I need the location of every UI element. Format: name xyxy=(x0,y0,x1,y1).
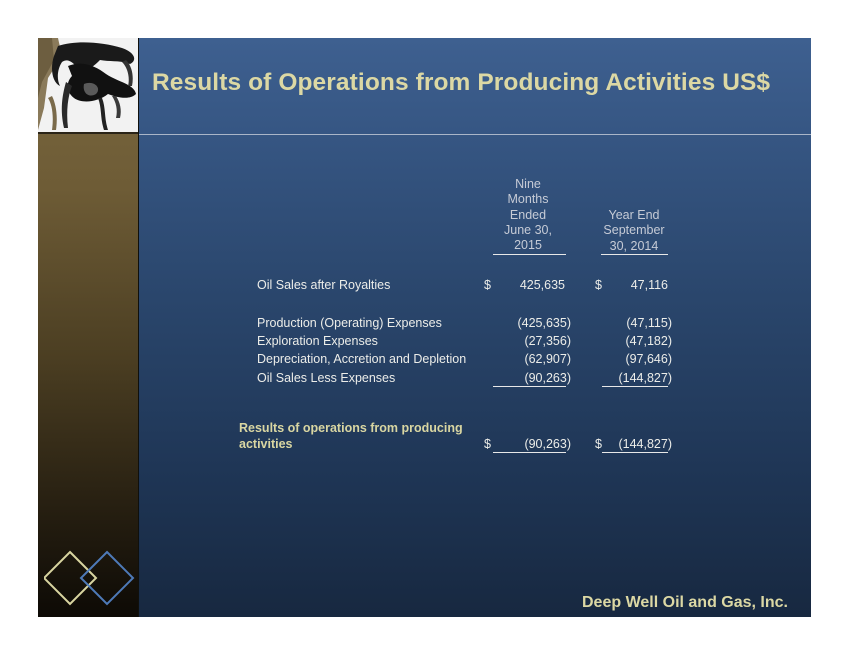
value-oil-sales-2015: 425,635 xyxy=(519,278,565,292)
subtotal-underline xyxy=(493,386,566,387)
header-underline xyxy=(493,254,566,255)
photo-divider xyxy=(38,132,139,134)
header-line: 30, 2014 xyxy=(609,238,659,253)
value-exploration-2015: (27,356) xyxy=(524,334,571,348)
sidebar-divider xyxy=(138,38,139,617)
value-depreciation-2015: (62,907) xyxy=(524,352,571,366)
oil-splash-image xyxy=(38,38,139,134)
header-line: Nine xyxy=(515,177,541,191)
company-name: Deep Well Oil and Gas, Inc. xyxy=(582,594,788,611)
row-label-production: Production (Operating) Expenses xyxy=(257,316,442,330)
row-label-depreciation: Depreciation, Accretion and Depletion xyxy=(257,352,467,366)
slide xyxy=(38,38,811,617)
value-results-2014: (144,827) xyxy=(618,437,672,451)
currency-symbol: $ xyxy=(595,278,602,292)
header-line: 2015 xyxy=(514,238,542,253)
value-depreciation-2014: (97,646) xyxy=(625,352,672,366)
value-oil-sales-2014: 47,116 xyxy=(630,278,668,292)
row-label-exploration: Exploration Expenses xyxy=(257,334,378,348)
row-label-oil-sales: Oil Sales after Royalties xyxy=(257,278,391,292)
total-underline xyxy=(493,452,566,453)
column-header-nine-months xyxy=(503,177,553,253)
diamond-logo-icon xyxy=(44,548,140,612)
value-production-2015: (425,635) xyxy=(517,316,571,330)
currency-symbol: $ xyxy=(484,278,491,292)
subtotal-underline xyxy=(602,386,668,387)
value-less-expenses-2015: (90,263) xyxy=(524,371,571,385)
header-line: September xyxy=(603,223,665,238)
header-line: Months xyxy=(507,192,549,207)
header-line: Ended xyxy=(509,207,547,222)
value-production-2014: (47,115) xyxy=(626,316,672,330)
value-less-expenses-2014: (144,827) xyxy=(618,371,672,385)
header-line: Year End xyxy=(608,208,660,222)
currency-symbol: $ xyxy=(484,437,491,451)
value-results-2015: (90,263) xyxy=(524,437,571,451)
header-line: June 30, xyxy=(504,222,552,237)
header-underline xyxy=(601,254,668,255)
header-divider xyxy=(139,134,811,135)
value-exploration-2014: (47,182) xyxy=(625,334,672,348)
oil-splash-photo xyxy=(38,38,139,134)
currency-symbol: $ xyxy=(595,437,602,451)
row-label-less-expenses: Oil Sales Less Expenses xyxy=(257,371,396,385)
results-label-line1: Results of operations from producing xyxy=(239,421,463,435)
total-underline xyxy=(602,452,668,453)
page-title: Results of Operations from Producing Activities US$ xyxy=(152,69,771,96)
column-header-year-end xyxy=(599,208,669,254)
results-label-line2: activities xyxy=(239,437,293,451)
